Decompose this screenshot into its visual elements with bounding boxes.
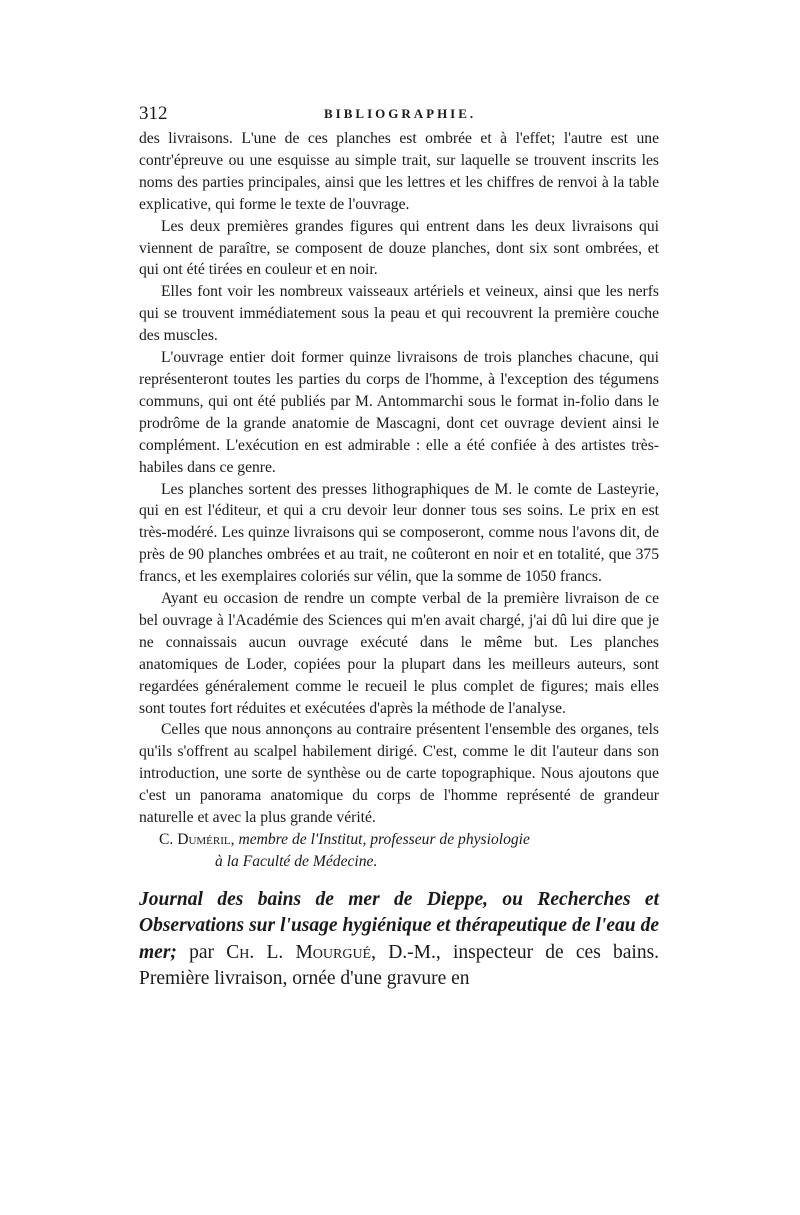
paragraph: Les deux premières grandes figures qui entrent dans les deux livraisons qui viennent de paraître, se composent de douze planches, dont six sont ombrées, et qui ont été tirées en couleur et en noir. xyxy=(139,217,659,279)
signature-role: membre de l'Institut, professeur de physiologie xyxy=(238,831,530,848)
paragraph: Les planches sortent des presses lithographiques de M. le comte de Lasteyrie, qui en est l'éditeur, et qui a cru devoir leur donner tous ses soins. Le prix en est très-modéré. Les quinze livraisons qui se composeront, comme nous l'avons dit, de près de 90 planches ombrées et au trait, ne coûteront en noir et en totalité, que 375 francs, et les exemplaires coloriés sur vélin, que la somme de 1050 francs. xyxy=(139,480,659,586)
review-text xyxy=(139,128,659,829)
entry-author: Ch. L. Mourgué, xyxy=(226,941,376,963)
signature-affiliation: à la Faculté de Médecine. xyxy=(215,852,378,870)
signature-block xyxy=(139,829,659,873)
paragraph: L'ouvrage entier doit former quinze livraisons de trois planches chacune, qui représenteront toutes les parties du corps de l'homme, à l'exception des tégumens communs, qui ont été publiés par M. Antommarchi sous le format in-folio dans le prodrôme de la grande anatomie de Mascagni, dont cet ouvrage devient ainsi le complément. L'exécution en est admirable : elle a été confiée à des artistes très-habiles dans ce genre. xyxy=(139,349,659,476)
entry-by: par xyxy=(189,941,215,963)
book-page xyxy=(139,100,659,993)
page-number: 312 xyxy=(139,103,168,124)
running-head: BIBLIOGRAPHIE. xyxy=(324,106,477,121)
page-header xyxy=(139,100,659,128)
paragraph: Elles font voir les nombreux vaisseaux artériels et veineux, ainsi que les nerfs qui se trouvent immédiatement sous la peau et qui recouvrent la première couche des muscles. xyxy=(139,283,659,345)
signature-name: C. Duméril, xyxy=(159,831,235,848)
entry-credential: D.-M., inspecteur de ces bains. Première livraison, ornée d'une gravure en xyxy=(139,941,660,990)
paragraph: Celles que nous annonçons au contraire présentent l'ensemble des organes, tels qu'ils s'offrent au scalpel habilement dirigé. C'est, comme le dit l'auteur dans son introduction, une sorte de synthèse ou de carte topographique. Nous ajoutons que c'est un panorama anatomique du corps de l'homme représenté de grandeur naturelle et avec la plus grande vérité. xyxy=(139,721,659,827)
signature-line xyxy=(159,829,659,851)
paragraph-continued: des livraisons. L'une de ces planches est ombrée et à l'effet; l'autre est une contr'épreuve ou une esquisse au simple trait, sur laquelle se trouvent inscrits les noms des parties principales, ainsi que les lettres et les chiffres de renvoi à la table explicative, qui forme le texte de l'ouvrage. xyxy=(139,130,659,213)
paragraph: Ayant eu occasion de rendre un compte verbal de la première livraison de ce bel ouvrage à l'Académie des Sciences qui m'en avait chargé, j'ai dû lui dire que je ne connaissais aucun ouvrage exécuté dans le même but. Les planches anatomiques de Loder, copiées pour la plupart dans les meilleurs auteurs, sont regardées généralement comme le recueil le plus complet de figures; mais elles sont toutes fort réduites et exécutées d'après la méthode de l'analyse. xyxy=(139,590,659,717)
entry-title: Journal des bains de mer de Dieppe, ou Recherches et Observations sur l'usage hygiénique et thérapeutique de l'eau de mer; xyxy=(139,888,659,963)
next-bibliography-entry xyxy=(139,887,659,993)
